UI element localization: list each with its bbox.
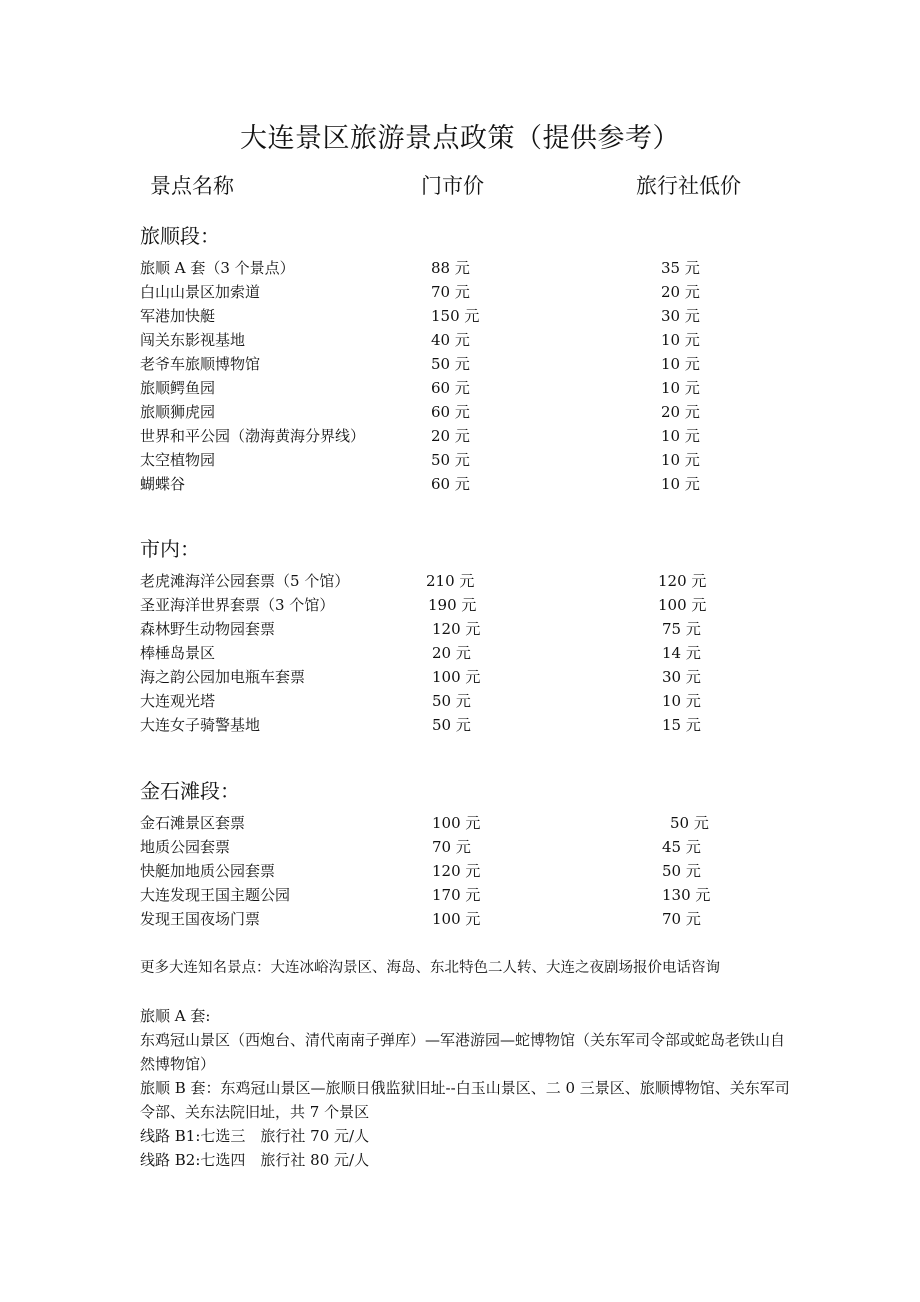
door-price: 50 元 — [432, 716, 471, 734]
agency-price: 30 元 — [662, 668, 701, 686]
spot-name: 老爷车旅顺博物馆 — [140, 355, 261, 373]
spot-name: 大连发现王国主题公园 — [140, 886, 291, 904]
spot-name: 海之韵公园加电瓶车套票 — [140, 668, 306, 686]
door-price: 100 元 — [432, 814, 481, 832]
door-price: 70 元 — [432, 838, 471, 856]
spot-name: 大连观光塔 — [140, 692, 216, 710]
door-price: 100 元 — [432, 668, 481, 686]
table-row — [0, 569, 920, 593]
spot-name: 太空植物园 — [140, 451, 216, 469]
table-row — [0, 328, 920, 352]
spot-name: 森林野生动物园套票 — [140, 620, 276, 638]
door-price: 40 元 — [431, 331, 470, 349]
agency-price: 30 元 — [661, 307, 700, 325]
door-price: 120 元 — [432, 862, 481, 880]
spot-name: 世界和平公园（渤海黄海分界线） — [140, 427, 366, 445]
package-a-title: 旅顺 A 套: — [140, 1007, 211, 1025]
table-row — [0, 593, 920, 617]
section-title: 市内： — [140, 537, 200, 561]
agency-price: 10 元 — [661, 331, 700, 349]
agency-price: 35 元 — [661, 259, 700, 277]
table-row — [0, 859, 920, 883]
table-row — [0, 448, 920, 472]
door-price: 100 元 — [432, 910, 481, 928]
package-b-body: 旅顺 B 套：东鸡冠山景区—旅顺日俄监狱旧址--白玉山景区、二 0 三景区、旅顺博物馆、关东军司令部、关东法院旧址，共 7 个景区 — [140, 1079, 790, 1121]
table-row — [0, 256, 920, 280]
table-row — [0, 376, 920, 400]
spot-name: 白山山景区加索道 — [140, 283, 261, 301]
header-agency-price: 旅行社低价 — [636, 174, 741, 198]
table-row — [0, 689, 920, 713]
spot-name: 圣亚海洋世界套票（3 个馆） — [140, 596, 335, 614]
table-row — [0, 665, 920, 689]
door-price: 88 元 — [431, 259, 470, 277]
door-price: 50 元 — [432, 692, 471, 710]
table-row — [0, 304, 920, 328]
header-door-price: 门市价 — [421, 174, 484, 198]
agency-price: 50 元 — [670, 814, 709, 832]
agency-price: 10 元 — [661, 379, 700, 397]
spot-name: 棒棰岛景区 — [140, 644, 216, 662]
agency-price: 130 元 — [662, 886, 711, 904]
section-title: 旅顺段： — [140, 224, 220, 248]
table-row — [0, 907, 920, 931]
agency-price: 100 元 — [658, 596, 707, 614]
agency-price: 50 元 — [662, 862, 701, 880]
door-price: 70 元 — [431, 283, 470, 301]
agency-price: 70 元 — [662, 910, 701, 928]
door-price: 20 元 — [431, 427, 470, 445]
door-price: 170 元 — [432, 886, 481, 904]
spot-name: 金石滩景区套票 — [140, 814, 246, 832]
spot-name: 老虎滩海洋公园套票（5 个馆） — [140, 572, 350, 590]
spot-name: 快艇加地质公园套票 — [140, 862, 276, 880]
door-price: 60 元 — [431, 475, 470, 493]
table-row — [0, 811, 920, 835]
agency-price: 45 元 — [662, 838, 701, 856]
door-price: 190 元 — [428, 596, 477, 614]
door-price: 20 元 — [432, 644, 471, 662]
spot-name: 军港加快艇 — [140, 307, 216, 325]
spot-name: 旅顺狮虎园 — [140, 403, 216, 421]
route-b2: 线路 B2:七选四 旅行社 80 元/人 — [140, 1151, 370, 1169]
table-row — [0, 713, 920, 737]
table-row — [0, 883, 920, 907]
agency-price: 10 元 — [661, 355, 700, 373]
agency-price: 20 元 — [661, 283, 700, 301]
table-row — [0, 352, 920, 376]
table-row — [0, 400, 920, 424]
door-price: 60 元 — [431, 403, 470, 421]
door-price: 210 元 — [426, 572, 475, 590]
agency-price: 120 元 — [658, 572, 707, 590]
page-title: 大连景区旅游景点政策（提供参考） — [240, 123, 680, 154]
agency-price: 20 元 — [661, 403, 700, 421]
spot-name: 地质公园套票 — [140, 838, 231, 856]
door-price: 50 元 — [431, 355, 470, 373]
table-row — [0, 424, 920, 448]
door-price: 150 元 — [431, 307, 480, 325]
package-a-body: 东鸡冠山景区（西炮台、清代南南子弹库）—军港游园—蛇博物馆（关东军司令部或蛇岛老铁山自然博物馆） — [140, 1031, 786, 1073]
spot-name: 闯关东影视基地 — [140, 331, 246, 349]
table-row — [0, 617, 920, 641]
header-name: 景点名称 — [150, 174, 234, 198]
more-attractions-note: 更多大连知名景点：大连冰峪沟景区、海岛、东北特色二人转、大连之夜剧场报价电话咨询 — [140, 960, 720, 976]
table-row — [0, 472, 920, 496]
table-row — [0, 280, 920, 304]
door-price: 50 元 — [431, 451, 470, 469]
table-row — [0, 641, 920, 665]
agency-price: 10 元 — [661, 475, 700, 493]
agency-price: 15 元 — [662, 716, 701, 734]
spot-name: 旅顺 A 套（3 个景点） — [140, 259, 295, 277]
agency-price: 10 元 — [662, 692, 701, 710]
agency-price: 10 元 — [661, 451, 700, 469]
section-title: 金石滩段： — [140, 779, 240, 803]
agency-price: 10 元 — [661, 427, 700, 445]
table-row — [0, 835, 920, 859]
agency-price: 14 元 — [662, 644, 701, 662]
spot-name: 发现王国夜场门票 — [140, 910, 261, 928]
agency-price: 75 元 — [662, 620, 701, 638]
spot-name: 旅顺鳄鱼园 — [140, 379, 216, 397]
route-b1: 线路 B1:七选三 旅行社 70 元/人 — [140, 1127, 370, 1145]
spot-name: 蝴蝶谷 — [140, 475, 186, 493]
door-price: 60 元 — [431, 379, 470, 397]
spot-name: 大连女子骑警基地 — [140, 716, 261, 734]
door-price: 120 元 — [432, 620, 481, 638]
